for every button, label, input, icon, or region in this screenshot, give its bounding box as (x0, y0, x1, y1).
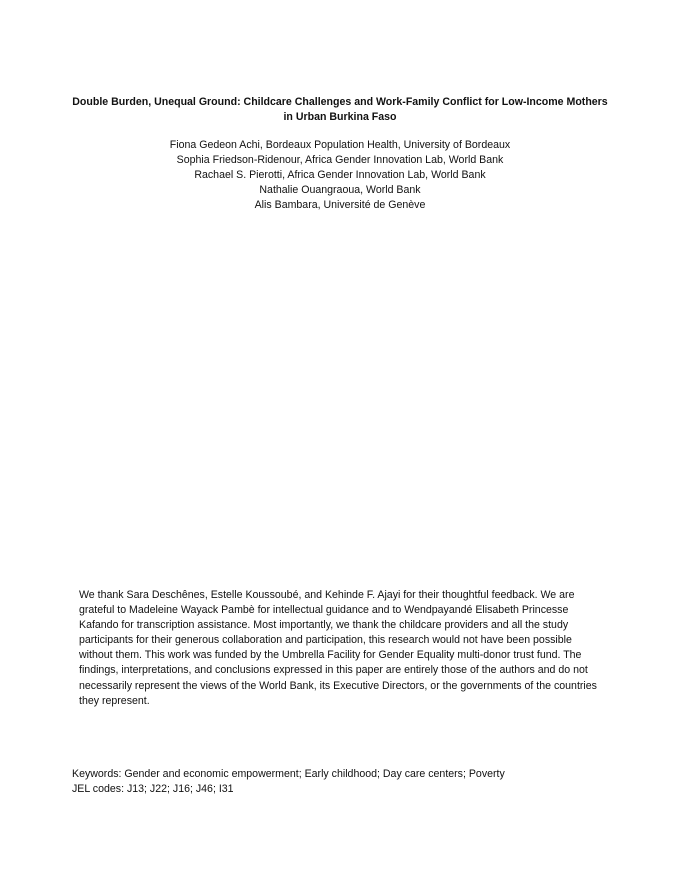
acknowledgments-paragraph: We thank Sara Deschênes, Estelle Koussoubé, and Kehinde F. Ajayi for their thoughtful feedback. We are grateful to Madeleine Wayack Pambè for intellectual guidance and to Wendpayandé Elisabeth Princesse Kafando for transcription assistance. Most importantly, we thank the childcare providers and all the study participants for their generous collaboration and participation, this research would not have been possible without them. This work was funded by the Umbrella Facility for Gender Equality multi-donor trust fund. The findings, interpretations, and conclusions expressed in this paper are entirely those of the authors and do not necessarily represent the views of the World Bank, its Executive Directors, or the governments of the countries they represent. (79, 589, 597, 707)
author-list (70, 138, 610, 213)
author-line: Fiona Gedeon Achi, Bordeaux Population Health, University of Bordeaux (169, 139, 511, 151)
author-line: Rachael S. Pierotti, Africa Gender Innovation Lab, World Bank (194, 169, 486, 181)
keywords-block (72, 767, 632, 797)
jel-codes-line: JEL codes: J13; J22; J16; J46; I31 (72, 783, 234, 795)
keywords-line: Keywords: Gender and economic empowerment; Early childhood; Day care centers; Poverty (72, 768, 505, 780)
paper-title: Double Burden, Unequal Ground: Childcare Challenges and Work-Family Conflict for Low-Income Mothers in Urban Burkina Faso (72, 96, 608, 123)
author-line: Sophia Friedson-Ridenour, Africa Gender Innovation Lab, World Bank (176, 154, 504, 166)
author-line: Nathalie Ouangraoua, World Bank (259, 184, 421, 196)
author-line: Alis Bambara, Université de Genève (254, 199, 426, 211)
